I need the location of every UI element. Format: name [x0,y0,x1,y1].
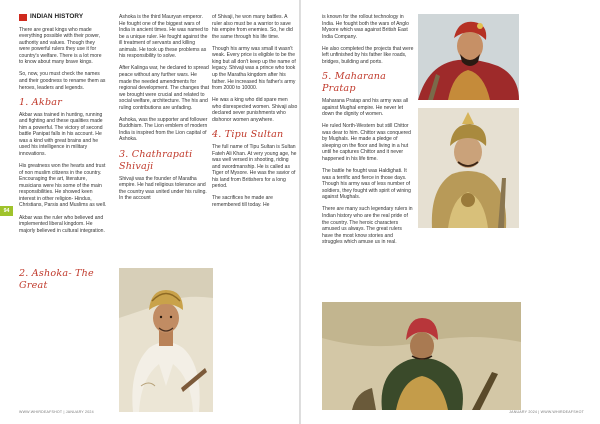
section-title-text: INDIAN HISTORY [30,13,84,20]
paragraph: Though his army was small it wasn't weak. Every price is eligible to be the king but all don't keep up the name of legacy. Shivaji was a prince who took up the Maratha kingdom after his father. He increased his father's army from 2000 to 10000. [212,45,296,92]
tipu-portrait-image [322,302,521,410]
paragraph: There are many such legendary rulers in Indian history who are the real pride of the country. The heroic characters amused us always. The great rulers have the most know stories and struggles which amuse us in real. [322,206,413,246]
page-number-badge [0,206,13,216]
paragraph: Maharana Pratap and his army was all against Mughal empire. He never let down the dignity of women. [322,98,409,118]
paragraph: His greatness won the hearts and trust of non muslim citizens in the country. Encouraging the art, literature, musicians were his some of the main responsibilities. He showed keen interest in other religion- Hindus, Christians, Parsis and Muslims as well. [19,163,107,209]
paragraph: He was a king who did spare men who disrespected women. Shivaji also declared sever punishments who dishonor women anywhere. [212,97,298,123]
page-number: 94 [3,208,10,214]
paragraph: is known for the rollout technology in India. He fought both the wars of Anglo Mysore which was against British East India Company. [322,14,409,40]
paragraph: Ashoka is the third Mauryan emperor. He fought one of the biggest wars of India in ancient times. He was named to be a unique ruler. He fought against the ill treatment of servants and killing animals. He took up these problems as his responsibility to solve. [119,14,209,60]
paragraph: He ruled North-Western but still Chittor was dear to him. Chittor was conquered by Mughals. He made a pledge of sleeping on the floor and living in a hut until he captures Chittor and it never happened in his life time. [322,123,411,162]
paragraph: Akbar was the ruler who believed and implemented liberal kingdom. He majorly believed in cultural integration. [19,214,105,234]
heading-shivaji: 3. Chathrapati Shivaji [119,148,193,172]
section-title [19,14,107,21]
footer-right: JANUARY 2024 | WWW.WHIRDEAFSHOT [509,410,584,414]
shivaji-portrait-image [418,14,519,100]
paragraph: Ashoka, was the supporter and follower Buddhism. The Lion emblem of modern India is inspired from the Lion capital of Ashoka. [119,116,208,143]
heading-ashoka: 2. Ashoka- The Great [19,268,94,292]
footer-left: WWW.WHIRDEAFSHOT | JANUARY 2024 [19,410,94,414]
paragraph: of Shivaji, he won many battles. A ruler also must be a warrior to save his empire from enemies. So, he did the same through his life time. [212,14,293,40]
column-4 [322,14,414,246]
pratap-portrait-image [418,108,519,228]
paragraph: There are great kings who made everything possible with their power, authority and values. Though they were powerful rulers they use it for country's welfare. There is a lot more to know about many brave kings. [19,26,102,66]
column-2 [119,14,209,202]
column-1 [19,14,107,295]
paragraph: The sacrifices he made are remembered till today. He [212,195,273,208]
shivaji-portrait-icon [418,14,519,100]
heading-tipu: 4. Tipu Sultan [212,128,284,140]
heading-akbar: 1. Akbar [19,96,62,108]
paragraph: After Kalinga war, he declared to spread peace without any further wars. He made the needed amendments for regional development. The changes that we brought were crucial and related to social welfare, architecture. The his and ruling contributions are unfading. [119,65,209,111]
paragraph: Akbar was trained in hunting, running and fighting and these qualities made him a powerful. The victory of second battle Panipat falls in his account. He was a kind with great brains and he used his intelligence in military innovations. [19,111,103,157]
paragraph: He also completed the projects that were left unfinished by his father like roads, bridges, building and ports. [322,45,414,65]
akbar-portrait-icon [119,268,213,412]
tipu-portrait-icon [322,302,521,410]
heading-pratap: 5. Maharana Pratap [322,71,387,95]
column-3 [212,14,298,209]
paragraph: Shivaji was the founder of Maratha empire. He had religious tolerance and the country was united under his ruling. In the account [119,175,207,202]
section-marker [19,14,27,21]
paragraph: The battle he fought was Haldighati. It was a terrific and fierce in those days. Though his army was of less number of soldiers, they fought with spirit of wining against Mughals. [322,168,411,201]
page-fold [299,0,301,424]
paragraph: So, now, you must check the names and their goodness to rename them as heroes, leaders and legends. [19,71,106,91]
pratap-portrait-icon [418,108,519,228]
paragraph: The full name of Tipu Sultan is Sultan Fateh Ali Khan. At very young age, he was well versed in shooting, riding and swordmanship. He is called as Tiger of Mysore. He was the savior of his land from Britishers for a long period. [212,143,297,190]
akbar-portrait-image [119,268,213,412]
